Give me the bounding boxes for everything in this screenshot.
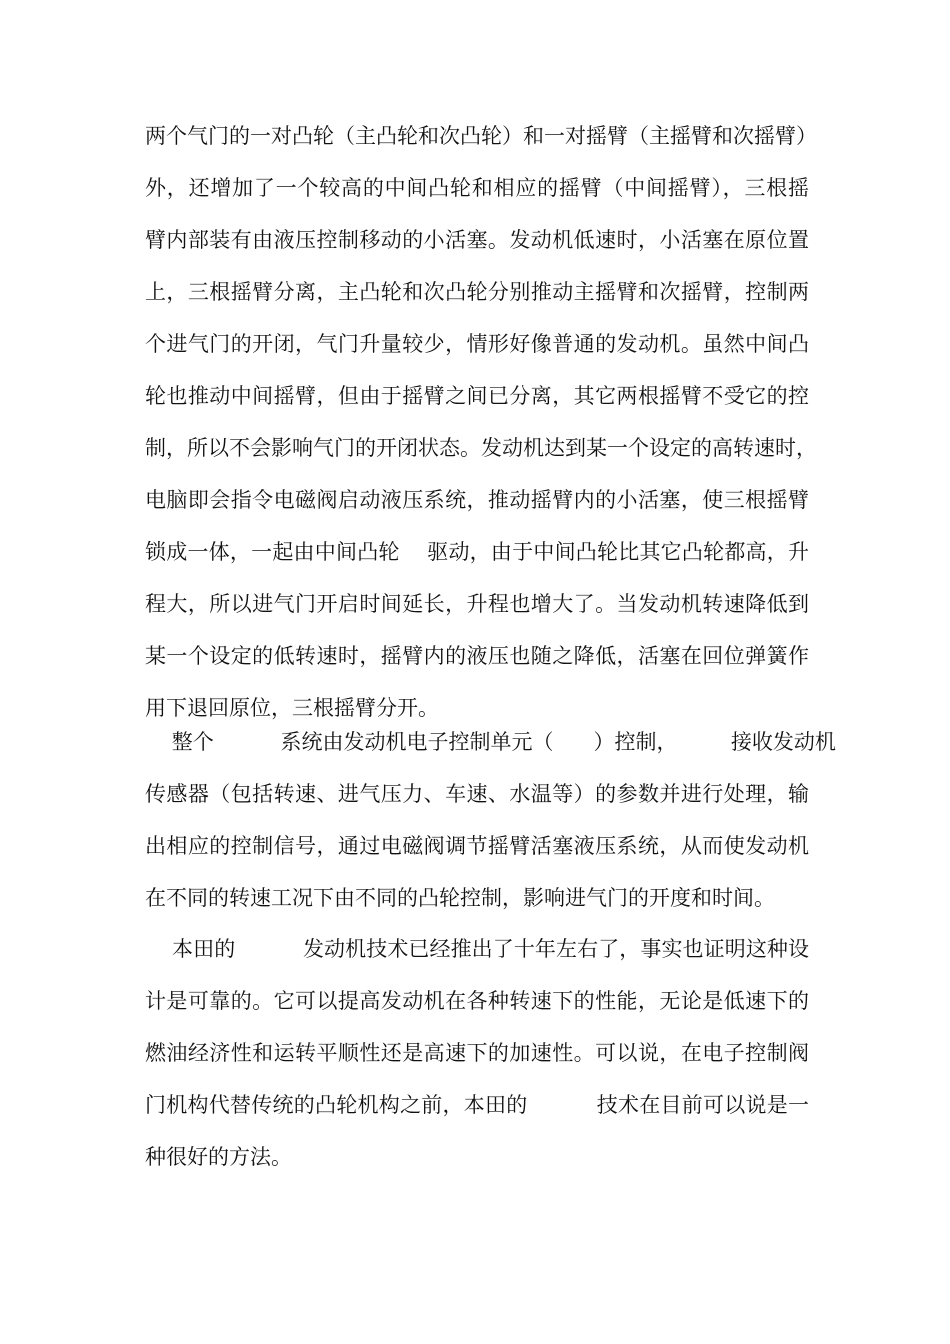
text-line: 锁成一体，一起由中间凸轮 驱动，由于中间凸轮比其它凸轮都高，升 [145, 540, 809, 564]
text-line: 两个气门的一对凸轮（主凸轮和次凸轮）和一对摇臂（主摇臂和次摇臂） [145, 124, 817, 148]
text-line: 个进气门的开闭，气门升量较少，情形好像普通的发动机。虽然中间凸 [145, 332, 809, 356]
text-line: 外，还增加了一个较高的中间凸轮和相应的摇臂（中间摇臂），三根摇 [145, 176, 809, 200]
paragraph-2 [145, 716, 836, 924]
text-line: 出相应的控制信号，通过电磁阀调节摇臂活塞液压系统，从而使发动机 [145, 834, 809, 858]
text-line: 臂内部装有由液压控制移动的小活塞。发动机低速时，小活塞在原位置 [145, 228, 809, 252]
text-line: 种很好的方法。 [145, 1145, 292, 1169]
text-line: 整个 系统由发动机电子控制单元（ ）控制， 接收发动机 [145, 730, 836, 754]
text-line: 计是可靠的。它可以提高发动机在各种转速下的性能，无论是低速下的 [145, 989, 809, 1013]
text-line: 门机构代替传统的凸轮机构之前，本田的 技术在目前可以说是一 [145, 1093, 809, 1117]
text-line: 轮也推动中间摇臂，但由于摇臂之间已分离，其它两根摇臂不受它的控 [145, 384, 809, 408]
text-line: 传感器（包括转速、进气压力、车速、水温等）的参数并进行处理，输 [145, 782, 809, 806]
text-line: 本田的 发动机技术已经推出了十年左右了，事实也证明这种设 [145, 937, 809, 961]
text-line: 某一个设定的低转速时，摇臂内的液压也随之降低，活塞在回位弹簧作 [145, 644, 809, 668]
text-line: 电脑即会指令电磁阀启动液压系统，推动摇臂内的小活塞，使三根摇臂 [145, 488, 809, 512]
text-line: 在不同的转速工况下由不同的凸轮控制，影响进气门的开度和时间。 [145, 886, 775, 910]
text-line: 制，所以不会影响气门的开闭状态。发动机达到某一个设定的高转速时， [145, 436, 817, 460]
text-line: 上，三根摇臂分离，主凸轮和次凸轮分别推动主摇臂和次摇臂，控制两 [145, 280, 809, 304]
text-line: 燃油经济性和运转平顺性还是高速下的加速性。可以说，在电子控制阀 [145, 1041, 809, 1065]
text-line: 用下退回原位，三根摇臂分开。 [145, 696, 439, 720]
paragraph-3 [145, 923, 809, 1183]
text-line: 程大，所以进气门开启时间延长，升程也增大了。当发动机转速降低到 [145, 592, 809, 616]
paragraph-1 [145, 110, 817, 734]
